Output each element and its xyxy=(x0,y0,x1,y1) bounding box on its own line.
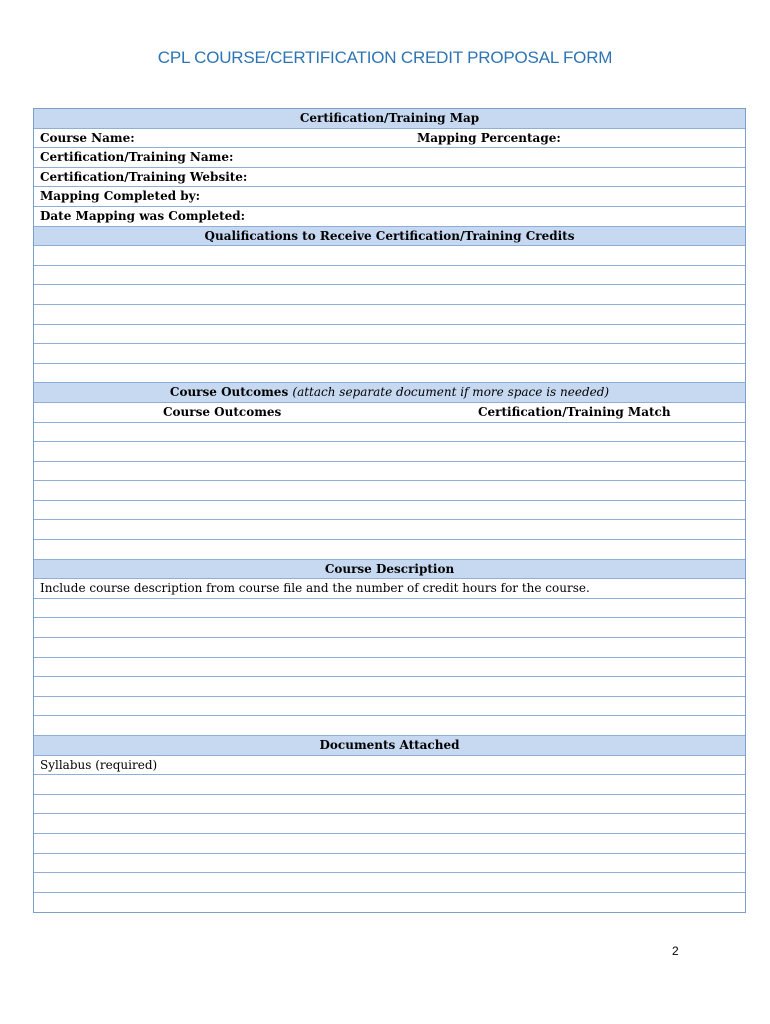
outcomes-blank-row[interactable] xyxy=(34,423,745,443)
documents-syllabus-item: Syllabus (required) xyxy=(34,756,745,776)
mapping-percentage-label: Mapping Percentage: xyxy=(417,130,561,145)
mapping-completed-by-row[interactable] xyxy=(34,187,745,207)
outcomes-blank-row[interactable] xyxy=(34,462,745,482)
description-instruction: Include course description from course file and the number of credit hours for the course. xyxy=(34,579,745,599)
outcomes-blank-row[interactable] xyxy=(34,501,745,521)
outcomes-blank-row[interactable] xyxy=(34,481,745,501)
qualifications-blank-row[interactable] xyxy=(34,266,745,286)
qualifications-blank-row[interactable] xyxy=(34,344,745,364)
qualifications-blank-row[interactable] xyxy=(34,325,745,345)
outcomes-col-left: Course Outcomes xyxy=(163,404,282,419)
cert-name-row[interactable] xyxy=(34,148,745,168)
cert-name-label: Certification/Training Name: xyxy=(40,150,234,165)
course-name-row[interactable] xyxy=(34,129,745,149)
date-mapping-label: Date Mapping was Completed: xyxy=(40,208,246,223)
documents-blank-row[interactable] xyxy=(34,795,745,815)
section-header-documents: Documents Attached xyxy=(34,736,745,756)
section-header-map: Certification/Training Map xyxy=(34,109,745,129)
qualifications-blank-row[interactable] xyxy=(34,285,745,305)
description-blank-row[interactable] xyxy=(34,677,745,697)
documents-blank-row[interactable] xyxy=(34,814,745,834)
section-header-description: Course Description xyxy=(34,560,745,580)
description-blank-row[interactable] xyxy=(34,658,745,678)
qualifications-blank-row[interactable] xyxy=(34,305,745,325)
description-blank-row[interactable] xyxy=(34,599,745,619)
description-blank-row[interactable] xyxy=(34,618,745,638)
course-name-label: Course Name: xyxy=(40,130,135,145)
outcomes-column-headers xyxy=(34,403,745,423)
cert-website-row[interactable] xyxy=(34,168,745,188)
outcomes-header-note: (attach separate document if more space is needed) xyxy=(292,385,610,400)
description-blank-row[interactable] xyxy=(34,697,745,717)
outcomes-blank-row[interactable] xyxy=(34,520,745,540)
outcomes-header-title: Course Outcomes xyxy=(169,385,289,400)
page-number: 2 xyxy=(672,944,679,958)
outcomes-blank-row[interactable] xyxy=(34,442,745,462)
section-header-outcomes xyxy=(34,383,745,403)
proposal-form-table xyxy=(33,108,746,913)
description-blank-row[interactable] xyxy=(34,638,745,658)
date-mapping-row[interactable] xyxy=(34,207,745,227)
documents-blank-row[interactable] xyxy=(34,854,745,874)
qualifications-blank-row[interactable] xyxy=(34,364,745,384)
cert-website-label: Certification/Training Website: xyxy=(40,169,248,184)
section-header-qualifications: Qualifications to Receive Certification/Training Credits xyxy=(34,227,745,247)
documents-blank-row[interactable] xyxy=(34,893,745,913)
documents-blank-row[interactable] xyxy=(34,775,745,795)
mapping-completed-by-label: Mapping Completed by: xyxy=(40,189,201,204)
documents-blank-row[interactable] xyxy=(34,873,745,893)
description-blank-row[interactable] xyxy=(34,716,745,736)
outcomes-col-right: Certification/Training Match xyxy=(478,404,671,419)
documents-blank-row[interactable] xyxy=(34,834,745,854)
form-title: CPL COURSE/CERTIFICATION CREDIT PROPOSAL FORM xyxy=(157,48,613,67)
qualifications-blank-row[interactable] xyxy=(34,246,745,266)
outcomes-blank-row[interactable] xyxy=(34,540,745,560)
